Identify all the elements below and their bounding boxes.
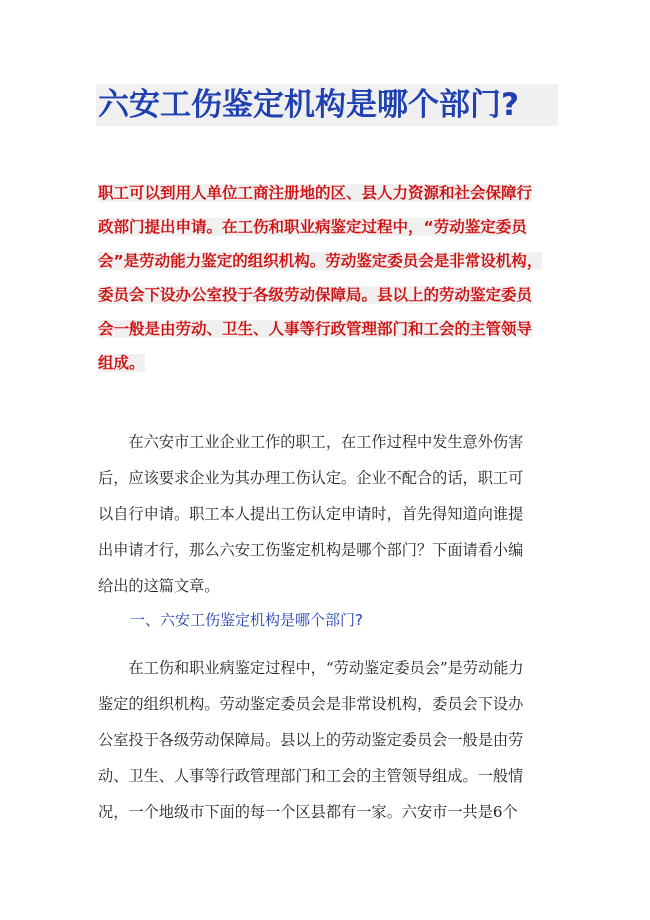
summary-line: 会一般是由劳动、卫生、人事等行政管理部门和工会的主管领导 [98, 320, 533, 338]
intro-paragraph [98, 424, 560, 604]
intro-line: 以自行申请。职工本人提出工伤认定申请时，首先得知道向谁提 [98, 505, 524, 523]
summary-line: 委员会下设办公室投于各级劳动保障局。县以上的劳动鉴定委员 [98, 286, 533, 304]
intro-line: 在六安市工业企业工作的职工，在工作过程中发生意外伤害 [98, 433, 524, 451]
summary-block [98, 176, 560, 380]
section-body-line: 在工伤和职业病鉴定过程中，“劳动鉴定委员会”是劳动能力 [98, 659, 524, 677]
intro-line: 后，应该要求企业为其办理工伤认定。企业不配合的话，职工可 [98, 469, 524, 487]
page-title: 六安工伤鉴定机构是哪个部门? [98, 87, 519, 123]
section-body-line: 动、卫生、人事等行政管理部门和工会的主管领导组成。一般情 [98, 767, 524, 785]
section-heading: 一、六安工伤鉴定机构是哪个部门? [130, 611, 363, 629]
section-body-line: 鉴定的组织机构。劳动鉴定委员会是非常设机构，委员会下设办 [98, 695, 524, 713]
summary-line: 职工可以到用人单位工商注册地的区、县人力资源和社会保障行 [98, 184, 533, 202]
summary-line: 政部门提出申请。在工伤和职业病鉴定过程中，“劳动鉴定委员 [98, 218, 527, 236]
intro-line: 给出的这篇文章。 [98, 577, 220, 595]
summary-line: 会”是劳动能力鉴定的组织机构。劳动鉴定委员会是非常设机构， [98, 252, 543, 270]
section-body-paragraph [98, 650, 560, 830]
intro-line: 出申请才行，那么六安工伤鉴定机构是哪个部门？下面请看小编 [98, 541, 524, 559]
summary-line: 组成。 [98, 354, 145, 372]
section-body-line: 公室投于各级劳动保障局。县以上的劳动鉴定委员会一般是由劳 [98, 731, 524, 749]
section-body-line: 况，一个地级市下面的每一个区县都有一家。六安市一共是6个 [98, 803, 518, 821]
